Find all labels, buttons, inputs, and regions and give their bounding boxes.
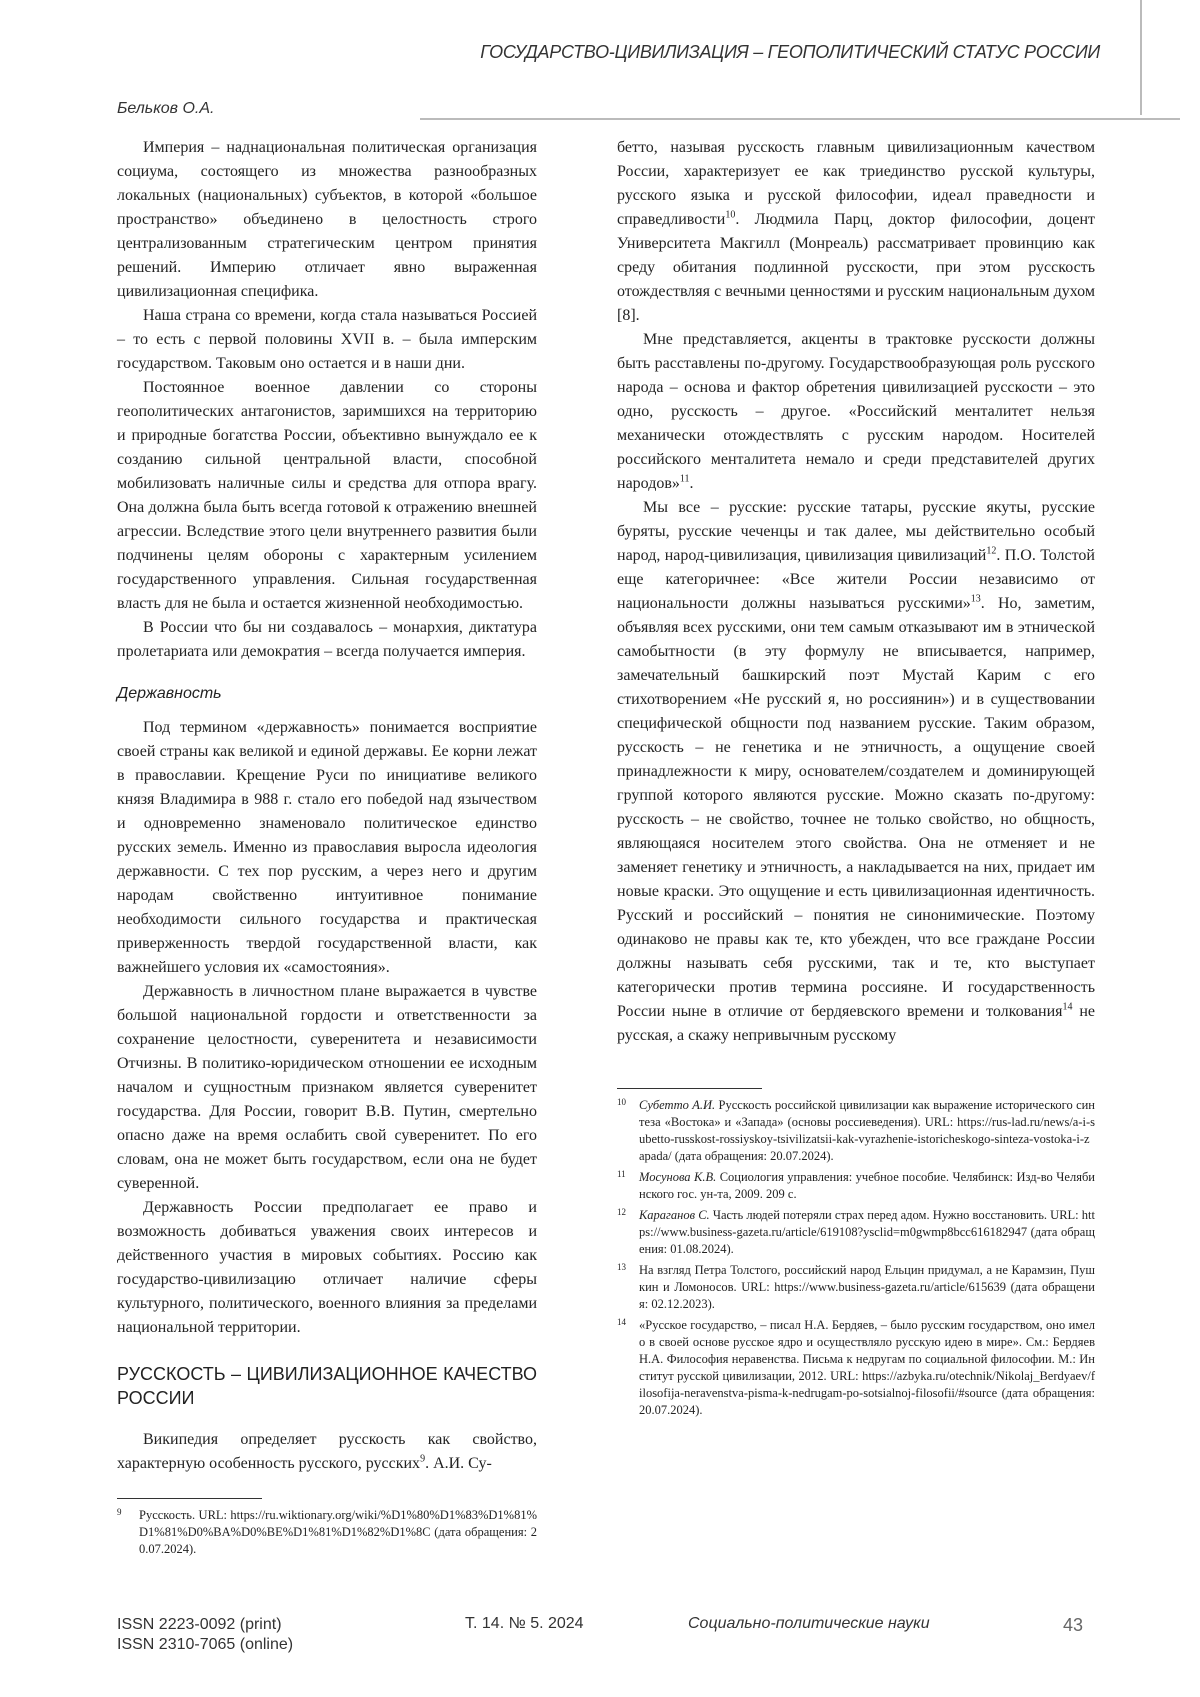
- text: . Людмила Парц, доктор философии, доцент Университета Макгилл (Монреаль) рассматривает провинцию как среду обитания подлинной русскости, при этом русскость отождествляя с вечными ценностями и русским национальным духом [8].: [617, 211, 1095, 324]
- decorative-horizontal-rule: [420, 118, 1180, 120]
- footnote-text: Русскость российской цивилизации как выражение исторического синтеза «Востока» и «Запада» (основы россиеведения). URL: https://rus-lad.ru/news/a-i-subetto-russkost-rossiyskoy-tsivilizatsii-kak-vyrazhenie-istoricheskogo-sinteza-vostoka-i-zapada/ (дата обращения: 20.07.2024).: [639, 1098, 1095, 1163]
- footnote-ref[interactable]: 10: [725, 210, 735, 221]
- footnote: [617, 1262, 1095, 1313]
- footnote-author: Субетто А.И.: [639, 1098, 715, 1112]
- left-column: [117, 136, 537, 1562]
- footnote: [617, 1207, 1095, 1258]
- running-title: ГОСУДАРСТВО-ЦИВИЛИЗАЦИЯ – ГЕОПОЛИТИЧЕСКИЙ СТАТУС РОССИИ: [480, 42, 1100, 63]
- footnote-ref[interactable]: 11: [680, 474, 690, 485]
- text: Мы все – русские: русские татары, русские якуты, русские буряты, русские чеченцы и так далее, мы действительно особый народ, народ-цивилизация, цивилизация цивилизаций: [617, 499, 1095, 564]
- footnote-rule: [617, 1088, 762, 1089]
- page-number: 43: [1063, 1615, 1083, 1636]
- issn-block: [117, 1615, 293, 1655]
- decorative-vertical-rule: [1140, 0, 1142, 115]
- text: Википедия определяет русскость как свойство, характерную особенность русского, русских: [117, 1431, 537, 1472]
- paragraph: [117, 1428, 537, 1476]
- paragraph: Империя – наднациональная политическая организация социума, состоящего из множества разнообразных локальных (национальных) субъектов, в которой «большое пространство» объединено в целостность строго централизованным стратегическим центром принятия решений. Империю отличает явно выраженная цивилизационная специфика.: [117, 136, 537, 304]
- footnote-ref[interactable]: 13: [971, 594, 981, 605]
- footnote-author: Мосунова К.В.: [639, 1170, 716, 1184]
- paragraph: В России что бы ни создавалось – монархия, диктатура пролетариата или демократия – всегда получается империя.: [117, 616, 537, 664]
- paragraph: [617, 136, 1095, 328]
- right-column: [617, 136, 1095, 1423]
- footnote-ref[interactable]: 12: [986, 546, 996, 557]
- footnote: [617, 1317, 1095, 1419]
- issn-print: ISSN 2223-0092 (print): [117, 1615, 293, 1635]
- footnote-number: 11: [617, 1166, 626, 1183]
- footnote-text: На взгляд Петра Толстого, российский народ Ельцин придумал, а не Карамзин, Пушкин и Ломоносов. URL: https://www.business-gazeta.ru/article/615639 (дата обращения: 02.12.2023).: [639, 1263, 1095, 1311]
- author-name: Бельков О.А.: [117, 100, 214, 118]
- text: Мне представляется, акценты в трактовке русскости должны быть расставлены по-другому. Государствообразующая роль русского народа – основа и фактор обретения цивилизацией русскости – это одно, русскость – другое. «Российский менталитет нельзя механически отождествлять с русским народом. Носителей российского менталитета немало и среди представителей других народов»: [617, 331, 1095, 492]
- paragraph: Наша страна со времени, когда стала называться Россией – то есть с первой половины XVII в. – была имперским государством. Таковым оно остается и в наши дни.: [117, 304, 537, 376]
- footnote-number: 14: [617, 1314, 626, 1331]
- volume-issue: Т. 14. № 5. 2024: [465, 1615, 584, 1633]
- footnote-number: 13: [617, 1259, 626, 1276]
- text: . А.И. Су-: [425, 1455, 492, 1472]
- subheading: Державность: [117, 682, 537, 706]
- paragraph: Под термином «державность» понимается восприятие своей страны как великой и единой державы. Ее корни лежат в православии. Крещение Руси по инициативе великого князя Владимира в 988 г. стало его победой над язычеством и одновременно знаменовало политическое единство русских земель. Именно из православия выросла идеология державности. С тех пор русским, а через него и другим народам свойственно интуитивное понимание необходимости сильного государства и практическая приверженность твердой государственной власти, как важнейшего условия их «самостояния».: [117, 716, 537, 980]
- footnote-text: «Русское государство, – писал Н.А. Бердяев, – было русским государством, оно имело в своей основе русское ядро и осуществляло русскую идею в мире». См.: Бердяев Н.А. Философия неравенства. Письма к недругам по социальной философии. М.: Институт русской цивилизации, 2012. URL: https://azbyka.ru/otechnik/Nikolaj_Berdyaev/filosofija-neravenstva-pisma-k-nedrugam-po-sotsialnoj-filosofii/#source (дата обращения: 20.07.2024).: [639, 1318, 1095, 1417]
- paragraph: Державность России предполагает ее право и возможность добиваться уважения своих интересов и действенного участия в мировых событиях. Россию как государство-цивилизацию отличает наличие сферы культурного, политического, военного влияния за пределами национальной территории.: [117, 1196, 537, 1340]
- text: . П.О. Толстой еще категоричнее: «Все жители России независимо от национальности должны называться русскими»: [617, 547, 1095, 612]
- document-page: [0, 0, 1200, 1697]
- paragraph: Державность в личностном плане выражается в чувстве большой национальной гордости и ответственности за сохранение целостности, суверенитета и независимости Отчизны. В политико-юридическом отношении ее исходным началом и сущностным признаком является суверенитет государства. Для России, говорит В.В. Путин, смертельно опасно даже на время ослабить свой суверенитет. По его словам, она не может быть государством, если она не будет суверенной.: [117, 980, 537, 1196]
- section-heading: РУССКОСТЬ – ЦИВИЛИЗАЦИОННОЕ КАЧЕСТВО РОССИИ: [117, 1362, 537, 1410]
- footnote: [117, 1507, 537, 1558]
- footnote-number: 12: [617, 1204, 626, 1221]
- footnote-text: Часть людей потеряли страх перед адом. Нужно восстановить. URL: https://www.business-gazeta.ru/article/619108?ysclid=m0gwmp8bcc616182947 (дата обращения: 01.08.2024).: [639, 1208, 1095, 1256]
- footnote-ref[interactable]: 14: [1063, 1002, 1073, 1013]
- text: бетто, называя русскость главным цивилизационным качеством России, характеризует ее как триединство русской культуры, русского языка и русской философии, идеал праведности и справедливости: [617, 139, 1095, 228]
- footnote-ref[interactable]: 9: [420, 1454, 425, 1465]
- text: . Но, заметим, объявляя всех русскими, они тем самым отказывают им в этнической самобытности (в эту формулу не вписывается, например, замечательный башкирский поэт Мустай Карим с его стихотворением «Не русский я, но россиянин») и в существовании специфической общности под названием русские. Таким образом, русскость – не генетика и не этничность, а ощущение своей принадлежности к миру, основателем/создателем и доминирующей группой которого являются русские. Можно сказать по-другому: русскость – не свойство, точнее не только свойство, но общность, являющаяся носителем этого свойства. Она не отменяет и не заменяет генетику и этничность, а накладывается на них, придает им новые краски. Это ощущение и есть цивилизационная идентичность. Русский и российский – понятия не синонимические. Поэтому одинаково не правы как те, кто убежден, что все граждане России должны называть себя русскими, так и те, кто выступает категорически против термина россияне. И государственность России ныне в отличие от бердяевского времени и толкования: [617, 595, 1095, 1020]
- journal-name: Социально-политические науки: [688, 1615, 930, 1633]
- footnote-text: Социология управления: учебное пособие. Челябинск: Изд-во Челябинского гос. ун-та, 2009. 209 с.: [639, 1170, 1095, 1201]
- footnote-author: Караганов С.: [639, 1208, 710, 1222]
- footnote: [617, 1169, 1095, 1203]
- issn-online: ISSN 2310-7065 (online): [117, 1635, 293, 1655]
- paragraph: Постоянное военное давлении со стороны геополитических антагонистов, заримшихся на территорию и природные богатства России, объективно вынуждало ее к созданию сильной центральной власти, способной мобилизовать наличные силы и средства для отпора врагу. Она должна была быть всегда готовой к отражению внешней агрессии. Вследствие этого цели внутреннего развития были подчинены целям обороны с характерным усилением государственного управления. Сильная государственная власть для не была и остается жизненной необходимостью.: [117, 376, 537, 616]
- text: .: [690, 475, 694, 492]
- footnote: [617, 1097, 1095, 1165]
- footnote-text: Русскость. URL: https://ru.wiktionary.org/wiki/%D1%80%D1%83%D1%81%D1%81%D0%BA%D0%BE%D1%81%D1%82%D1%8C (дата обращения: 20.07.2024).: [139, 1508, 537, 1556]
- text: не русская, а скажу непривычным русскому: [617, 1003, 1095, 1044]
- paragraph: [617, 496, 1095, 1048]
- footnote-rule: [117, 1498, 262, 1499]
- footnote-list: [617, 1097, 1095, 1419]
- paragraph: [617, 328, 1095, 496]
- footnote-number: 10: [617, 1094, 626, 1111]
- footnote-number: 9: [117, 1504, 122, 1521]
